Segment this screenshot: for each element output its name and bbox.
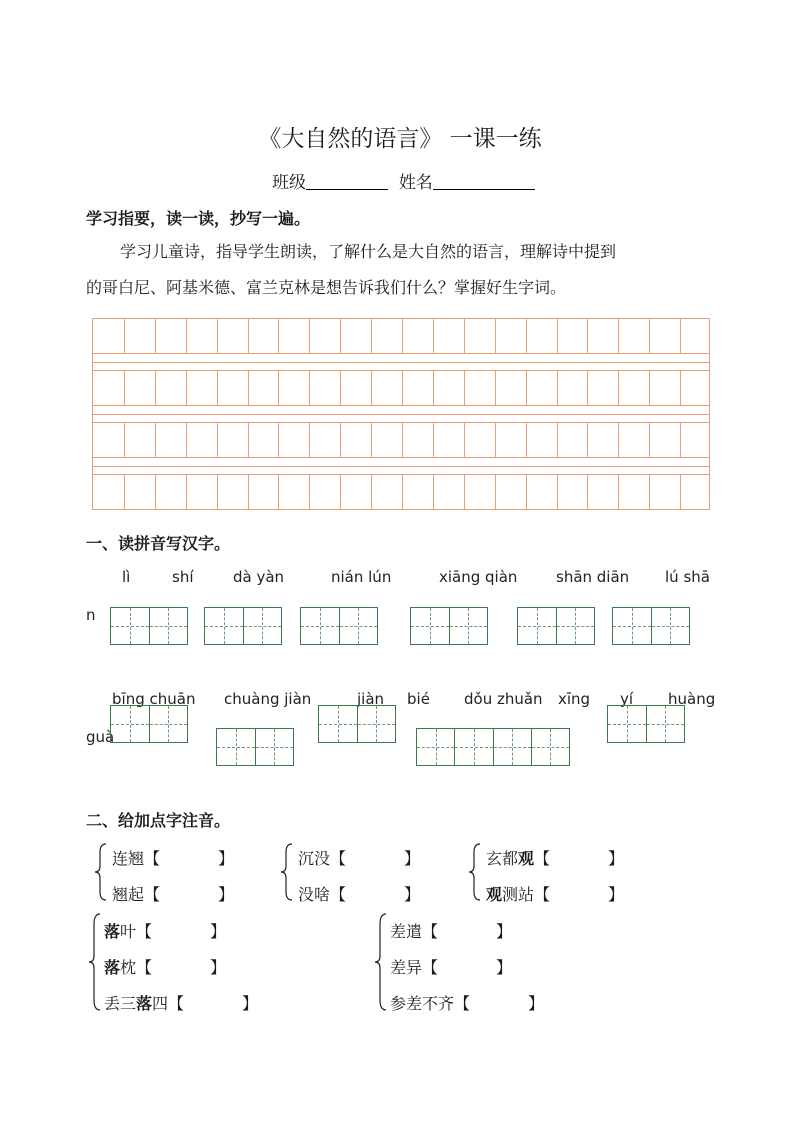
writing-grid-rail — [92, 318, 93, 508]
writing-grid-cell-line — [495, 319, 496, 353]
writing-grid-cell-line — [557, 423, 558, 457]
writing-grid-cell-line — [587, 475, 588, 509]
writing-grid-cell-line — [371, 319, 372, 353]
pinyin-item: dà yàn — [233, 568, 285, 586]
writing-grid-cell-line — [186, 423, 187, 457]
word-item: 观测站【 】 — [486, 885, 625, 904]
writing-grid-cell-line — [155, 371, 156, 405]
writing-grid-cell-line — [402, 475, 403, 509]
writing-grid-cell-line — [340, 475, 341, 509]
word-item: 沉没【 】 — [298, 849, 421, 868]
word-item: 翘起【 】 — [112, 885, 235, 904]
name-field[interactable] — [433, 172, 535, 190]
writing-grid-cell-line — [217, 371, 218, 405]
writing-grid-cell-line — [433, 371, 434, 405]
writing-grid-guide-line — [92, 414, 710, 415]
writing-grid-cell-line — [217, 475, 218, 509]
writing-grid-rail — [709, 318, 710, 508]
pinyin-item: bié — [407, 690, 430, 708]
word-item: 差异【 】 — [390, 958, 513, 977]
writing-grid-cell-line — [526, 423, 527, 457]
writing-grid-cell-line — [557, 475, 558, 509]
section1-heading: 一、读拼音写汉字。 — [86, 534, 231, 553]
pinyin-wrap: n — [86, 606, 96, 624]
writing-grid-cell-line — [340, 371, 341, 405]
writing-grid-cell-line — [402, 319, 403, 353]
pinyin-item: yí — [620, 690, 634, 708]
word-item: 落叶【 】 — [104, 922, 227, 941]
writing-grid-cell-line — [495, 475, 496, 509]
word-item: 落枕【 】 — [104, 958, 227, 977]
answer-box-dayan[interactable] — [204, 607, 282, 645]
name-label: 姓名 — [398, 173, 433, 193]
pinyin-item: nián lún — [331, 568, 392, 586]
writing-grid-cell-line — [587, 319, 588, 353]
class-name-line — [272, 168, 535, 193]
writing-grid-cell-line — [124, 475, 125, 509]
word-item: 没啥【 】 — [298, 885, 421, 904]
writing-grid-cell-line — [402, 371, 403, 405]
pinyin-item: bīng chuān — [112, 690, 196, 708]
writing-grid-cell-line — [649, 423, 650, 457]
writing-grid-cell-line — [557, 371, 558, 405]
writing-grid-cell-line — [557, 319, 558, 353]
writing-grid-cell-line — [309, 371, 310, 405]
writing-grid-cell-line — [464, 371, 465, 405]
word-item: 差遣【 】 — [390, 922, 513, 941]
writing-grid-cell-line — [309, 319, 310, 353]
writing-grid-cell-line — [186, 319, 187, 353]
pinyin-item: dǒu zhuǎn — [464, 690, 543, 708]
pinyin-item: huàng — [668, 690, 716, 708]
brace-icon — [468, 842, 482, 902]
writing-grid-cell-line — [649, 371, 650, 405]
guide-paragraph-line1: 学习儿童诗，指导学生朗读，了解什么是大自然的语言，理解诗中提到 — [120, 242, 617, 261]
writing-grid-cell-line — [680, 475, 681, 509]
answer-box-xiangqian[interactable] — [410, 607, 488, 645]
answer-box-douzhuanxingyi[interactable] — [416, 728, 570, 766]
writing-grid-cell-line — [155, 423, 156, 457]
writing-grid-cell-line — [248, 475, 249, 509]
writing-grid-cell-line — [587, 423, 588, 457]
writing-grid-cell-line — [618, 475, 619, 509]
writing-grid-cell-line — [649, 475, 650, 509]
writing-grid-cell-line — [124, 319, 125, 353]
writing-grid-cell-line — [402, 423, 403, 457]
writing-grid-cell-line — [371, 423, 372, 457]
section2-heading: 二、给加点字注音。 — [86, 811, 231, 830]
class-field[interactable] — [306, 172, 388, 190]
writing-grid-cell-line — [278, 371, 279, 405]
writing-grid-cell-line — [433, 423, 434, 457]
writing-grid-cell-line — [309, 423, 310, 457]
writing-grid-row[interactable] — [92, 422, 710, 458]
writing-grid-cell-line — [124, 371, 125, 405]
writing-grid-cell-line — [309, 475, 310, 509]
writing-grid-cell-line — [464, 475, 465, 509]
writing-grid-guide-line — [92, 466, 710, 467]
writing-grid-cell-line — [124, 423, 125, 457]
writing-grid-row[interactable] — [92, 318, 710, 354]
writing-grid-cell-line — [680, 423, 681, 457]
writing-grid-cell-line — [340, 319, 341, 353]
writing-grid-cell-line — [495, 423, 496, 457]
answer-box-nianlun[interactable] — [300, 607, 378, 645]
brace-icon — [374, 912, 388, 1012]
word-item: 玄都观【 】 — [486, 849, 625, 868]
answer-box-bingchuan[interactable] — [110, 705, 188, 743]
writing-grid-cell-line — [278, 423, 279, 457]
writing-grid-cell-line — [618, 371, 619, 405]
answer-box-chuangjian[interactable] — [216, 728, 294, 766]
pinyin-item: shān diān — [556, 568, 630, 586]
word-item: 参差不齐【 】 — [390, 994, 545, 1013]
writing-grid-cell-line — [248, 319, 249, 353]
writing-grid-cell-line — [340, 423, 341, 457]
answer-box-lushan[interactable] — [612, 607, 690, 645]
writing-grid-cell-line — [278, 319, 279, 353]
writing-grid-cell-line — [649, 319, 650, 353]
writing-grid-cell-line — [248, 423, 249, 457]
writing-grid-guide-line — [92, 362, 710, 363]
writing-grid-cell-line — [186, 475, 187, 509]
pinyin-item: xīng — [558, 690, 591, 708]
writing-grid-cell-line — [526, 475, 527, 509]
copy-writing-grid[interactable] — [92, 318, 710, 508]
writing-grid-cell-line — [526, 371, 527, 405]
writing-grid-row[interactable] — [92, 370, 710, 406]
writing-grid-cell-line — [526, 319, 527, 353]
writing-grid-cell-line — [371, 371, 372, 405]
writing-grid-cell-line — [433, 475, 434, 509]
class-label: 班级 — [272, 173, 306, 193]
writing-grid-cell-line — [248, 371, 249, 405]
pinyin-item: lú shā — [665, 568, 710, 586]
answer-box-shandian[interactable] — [517, 607, 595, 645]
writing-grid-row[interactable] — [92, 474, 710, 510]
guide-paragraph-line2: 的哥白尼、阿基米德、富兰克林是想告诉我们什么？掌握好生字词。 — [86, 278, 567, 297]
answer-box-huangguan[interactable] — [607, 705, 685, 743]
pinyin-item: chuàng jiàn — [224, 690, 312, 708]
writing-grid-cell-line — [433, 319, 434, 353]
answer-box-lishi[interactable] — [110, 607, 188, 645]
brace-icon — [280, 842, 294, 902]
writing-grid-cell-line — [155, 319, 156, 353]
writing-grid-cell-line — [155, 475, 156, 509]
word-item: 丢三落四【 】 — [104, 994, 259, 1013]
writing-grid-cell-line — [464, 319, 465, 353]
writing-grid-cell-line — [464, 423, 465, 457]
writing-grid-cell-line — [217, 319, 218, 353]
guide-heading: 学习指要，读一读，抄写一遍。 — [86, 209, 311, 228]
writing-grid-cell-line — [680, 371, 681, 405]
writing-grid-cell-line — [495, 371, 496, 405]
writing-grid-cell-line — [618, 319, 619, 353]
word-item: 连翘【 】 — [112, 849, 235, 868]
page-title: 《大自然的语言》 一课一练 — [258, 126, 542, 152]
brace-icon — [94, 842, 108, 902]
pinyin-item: shí — [172, 568, 194, 586]
pinyin-wrap: guà — [86, 728, 115, 746]
brace-icon — [88, 912, 102, 1012]
writing-grid-cell-line — [217, 423, 218, 457]
writing-grid-cell-line — [618, 423, 619, 457]
writing-grid-cell-line — [186, 371, 187, 405]
answer-box-jianbie[interactable] — [318, 705, 396, 743]
writing-grid-cell-line — [587, 371, 588, 405]
writing-grid-cell-line — [278, 475, 279, 509]
pinyin-item: jiàn — [357, 690, 385, 708]
pinyin-item: lì — [122, 568, 131, 586]
writing-grid-cell-line — [371, 475, 372, 509]
pinyin-item: xiāng qiàn — [439, 568, 518, 586]
writing-grid-cell-line — [680, 319, 681, 353]
